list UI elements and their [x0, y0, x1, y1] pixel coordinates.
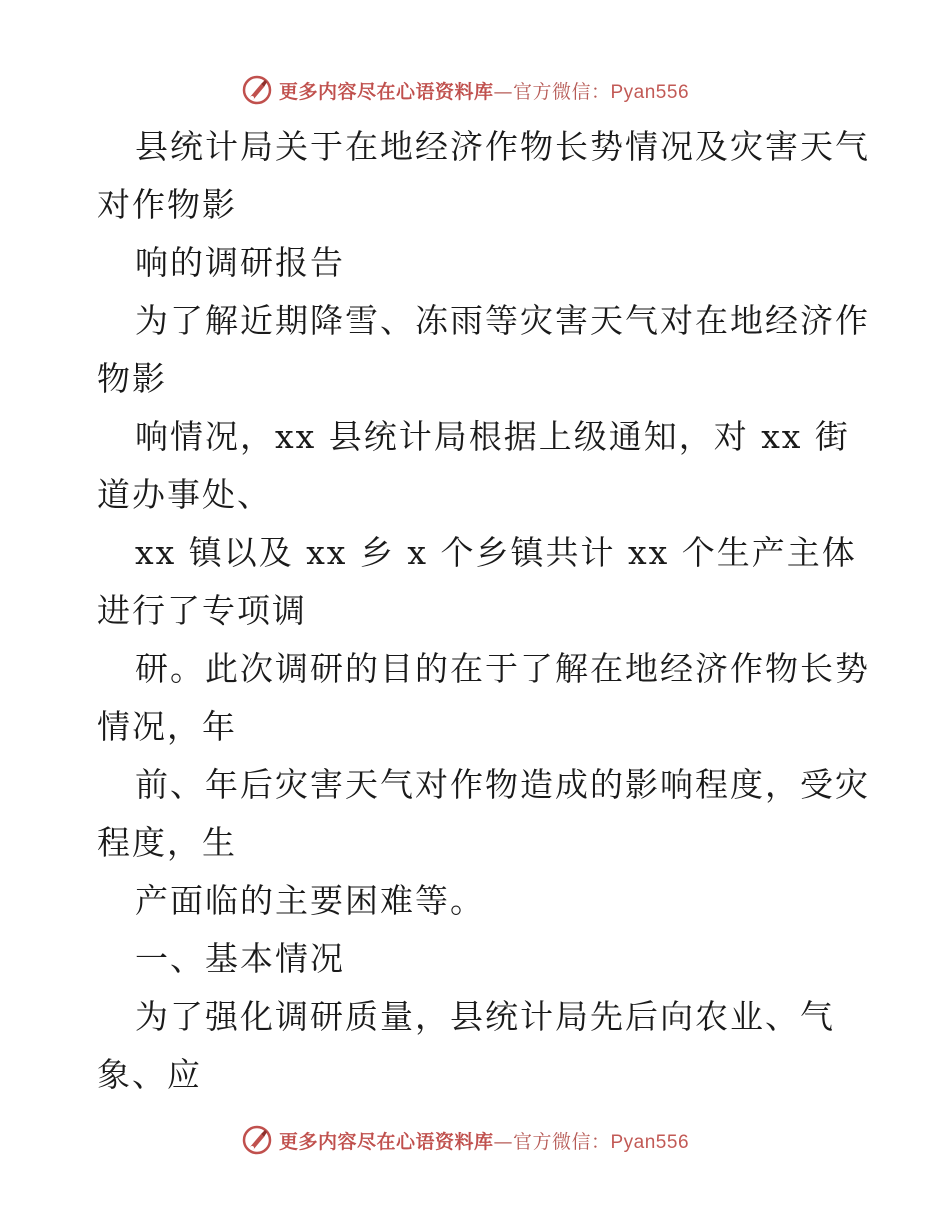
- document-line: 响情况，xx 县统计局根据上级通知，对 xx 街: [135, 417, 850, 456]
- footer-banner-inner: [241, 1124, 689, 1156]
- document-line: xx 镇以及 xx 乡 x 个乡镇共计 xx 个生产主体: [135, 533, 857, 572]
- document-line: 研。此次调研的目的在于了解在地经济作物长势: [135, 649, 870, 688]
- header-banner-id: Pyan556: [610, 81, 690, 103]
- footer-banner: [0, 1120, 950, 1160]
- document-line: 对作物影: [97, 185, 237, 224]
- document-line: 象、应: [97, 1055, 202, 1094]
- document-line: 为了解近期降雪、冻雨等灾害天气对在地经济作: [135, 301, 870, 340]
- document-body: [97, 118, 870, 1104]
- header-banner: [0, 70, 950, 110]
- header-banner-text: [279, 77, 689, 104]
- document-line: 情况，年: [97, 707, 237, 746]
- header-banner-inner: [241, 74, 689, 106]
- header-banner-dash: —官方微信：: [493, 80, 611, 103]
- footer-banner-text: [279, 1127, 689, 1154]
- document-line: 产面临的主要困难等。: [135, 881, 485, 920]
- document-line: 物影: [97, 359, 167, 398]
- document-line: 县统计局关于在地经济作物长势情况及灾害天气: [135, 127, 870, 166]
- header-banner-main: 更多内容尽在心语资料库: [278, 80, 494, 103]
- footer-banner-id: Pyan556: [610, 1131, 690, 1153]
- document-line: 道办事处、: [97, 475, 272, 514]
- footer-banner-dash: —官方微信：: [493, 1130, 611, 1153]
- pen-logo-icon: [241, 1124, 273, 1156]
- document-line: 前、年后灾害天气对作物造成的影响程度，受灾: [135, 765, 870, 804]
- document-line: 进行了专项调: [97, 591, 307, 630]
- pen-logo-icon: [241, 74, 273, 106]
- document-line: 响的调研报告: [135, 243, 345, 282]
- document-line: 一、基本情况: [135, 939, 345, 978]
- document-line: 为了强化调研质量，县统计局先后向农业、气: [135, 997, 835, 1036]
- footer-banner-main: 更多内容尽在心语资料库: [278, 1130, 494, 1153]
- document-line: 程度，生: [97, 823, 237, 862]
